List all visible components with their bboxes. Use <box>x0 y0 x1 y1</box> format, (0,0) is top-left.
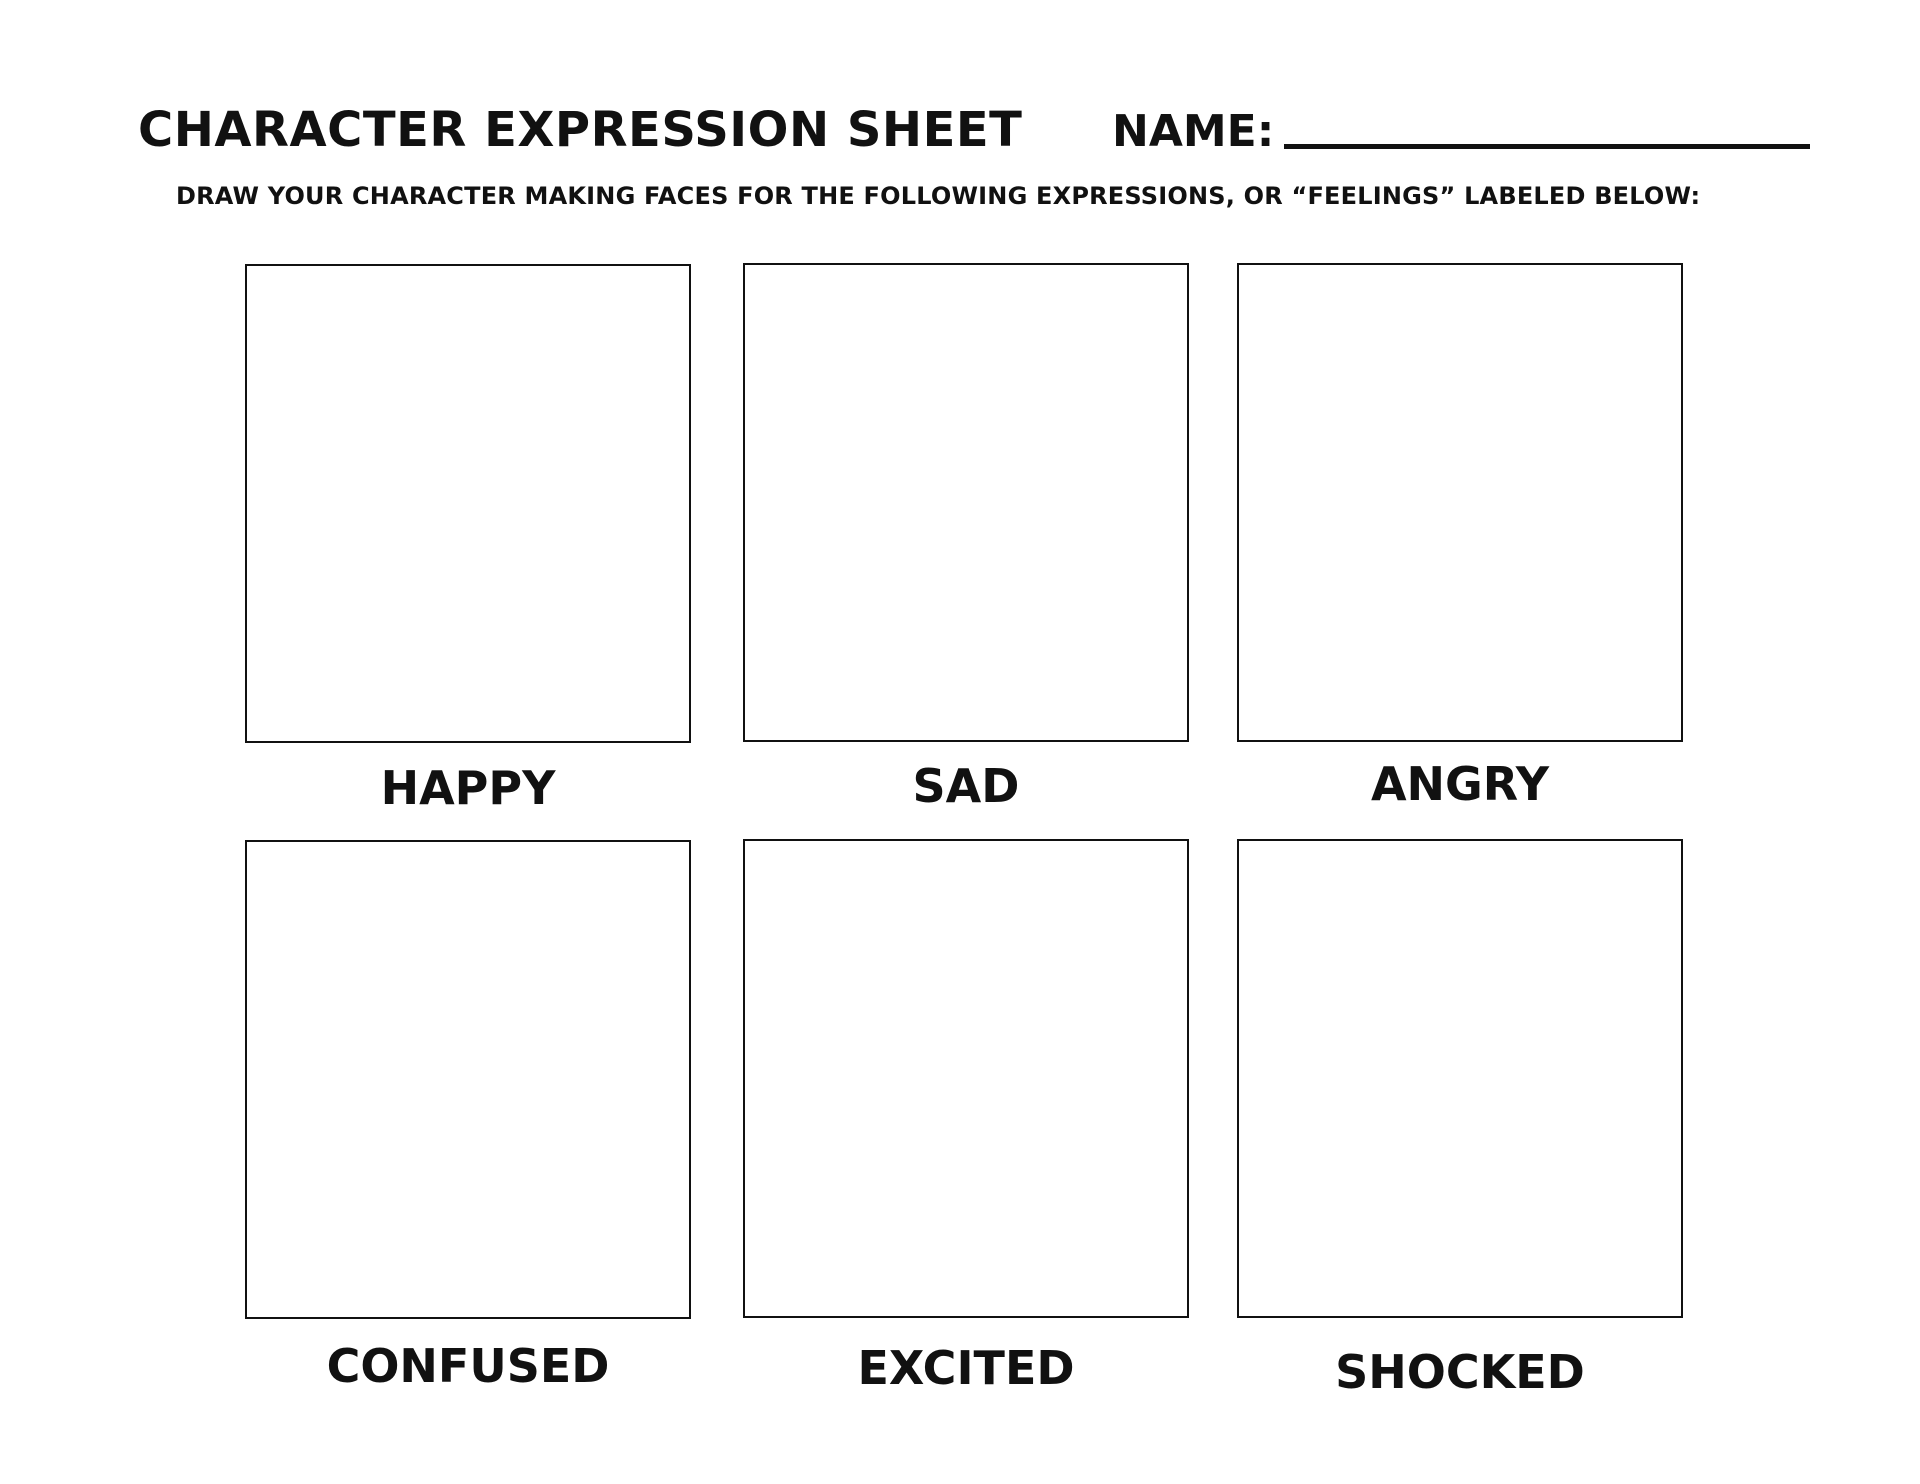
drawing-panel-confused[interactable] <box>245 840 691 1319</box>
expression-label-happy: HAPPY <box>380 761 556 815</box>
expression-label-angry: ANGRY <box>1370 757 1550 811</box>
sheet-title: CHARACTER EXPRESSION SHEET <box>138 102 1023 158</box>
drawing-panel-excited[interactable] <box>743 839 1189 1318</box>
expression-label-confused: CONFUSED <box>326 1339 610 1393</box>
expression-label-shocked: SHOCKED <box>1335 1345 1585 1399</box>
drawing-panel-sad[interactable] <box>743 263 1189 742</box>
drawing-panel-shocked[interactable] <box>1237 839 1683 1318</box>
name-blank-line[interactable] <box>1284 144 1810 149</box>
expression-label-sad: SAD <box>912 759 1020 813</box>
drawing-panel-angry[interactable] <box>1237 263 1683 742</box>
instructions-text: DRAW YOUR CHARACTER MAKING FACES FOR THE FOLLOWING EXPRESSIONS, OR “FEELINGS” LABELED BELOW: <box>176 182 1701 210</box>
name-label: NAME: <box>1112 106 1275 157</box>
expression-label-excited: EXCITED <box>857 1341 1075 1395</box>
drawing-panel-happy[interactable] <box>245 264 691 743</box>
